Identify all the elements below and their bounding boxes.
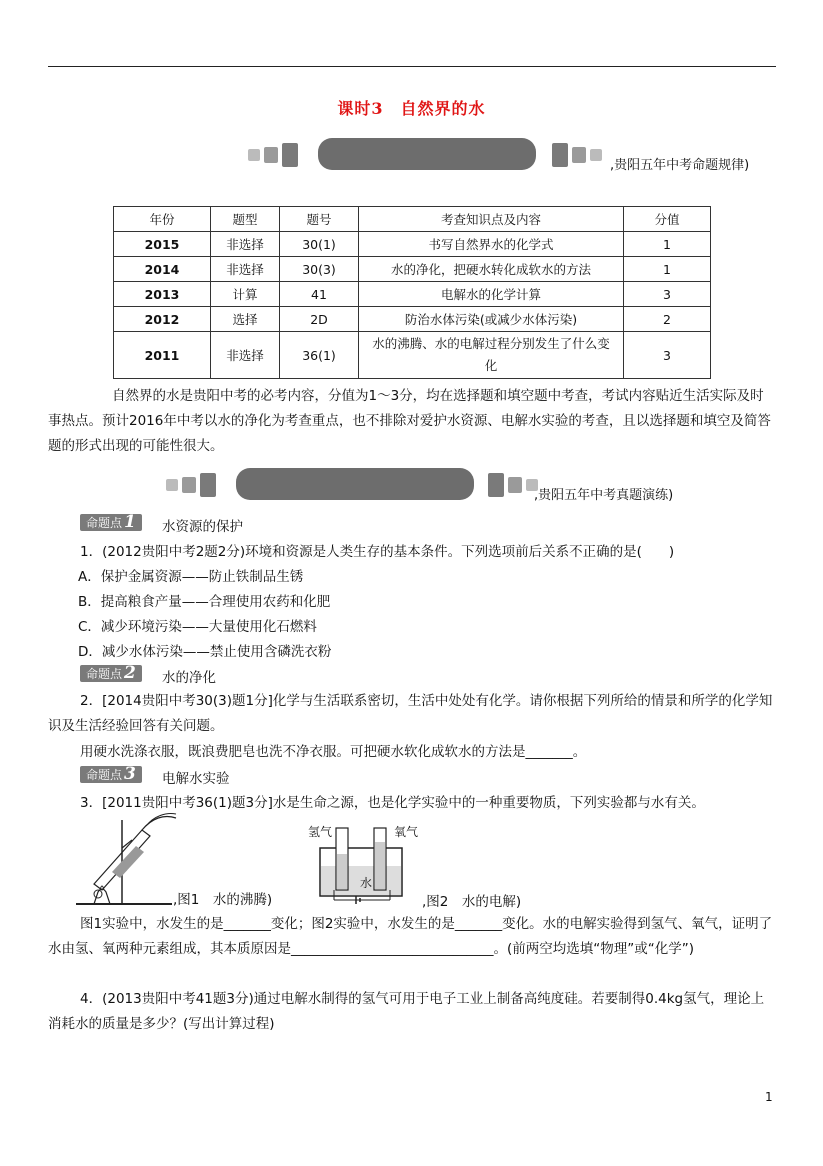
banner-caption: ,贵阳五年中考命题规律)	[610, 158, 750, 173]
table-header: 年份	[114, 207, 211, 232]
table-cell: 41	[280, 282, 359, 307]
question-2-stem: 2．[2014贵阳中考30(3)题1分]化学与生活联系密切，生活中处处有化学。请你根据下列所给的情景和所学的化学知识及生活经验回答有关问题。	[48, 693, 773, 734]
table-cell: 计算	[211, 282, 280, 307]
topic-badge-label: 命题点	[86, 516, 123, 530]
figure-2-caption: ,图2 水的电解)	[422, 894, 522, 910]
topic-badge	[80, 514, 142, 531]
section-banner-rules	[248, 138, 788, 172]
table-cell: 防治水体污染(或减少水体污染)	[359, 307, 624, 332]
topic-badge-label: 命题点	[86, 768, 123, 782]
question-3-stem: 3．[2011贵阳中考36(1)题3分]水是生命之源，也是化学实验中的一种重要物质，下列实验都与水有关。	[80, 795, 705, 811]
intro-paragraph: 自然界的水是贵阳中考的必考内容，分值为1～3分，均在选择题和填空题中考查，考试内容贴近生活实际及时事热点。预计2016年中考以水的净化为考查重点，也不排除对爱护水资源、电解水实验的考查，且以选择题和填空及简答题的形式出现的可能性很大。	[48, 388, 771, 454]
banner-square	[282, 143, 298, 167]
table-cell: 2011	[114, 332, 211, 379]
page-number: 1	[765, 1090, 773, 1104]
table-cell: 电解水的化学计算	[359, 282, 624, 307]
table-cell: 1	[624, 257, 711, 282]
boiling-apparatus-figure	[72, 808, 182, 908]
table-row	[114, 282, 711, 307]
table-cell: 2013	[114, 282, 211, 307]
table-cell: 36(1)	[280, 332, 359, 379]
question-4-text: 4．(2013贵阳中考41题3分)通过电解水制得的氢气可用于电子工业上制备高纯度硅。若要制得0.4kg氢气，理论上消耗水的质量是多少？(写出计算过程)	[48, 991, 765, 1032]
banner-caption: ,贵阳五年中考真题演练)	[534, 488, 674, 503]
lesson-title: 课时3 自然界的水	[337, 99, 486, 118]
table-cell: 水的净化，把硬水转化成软水的方法	[359, 257, 624, 282]
table-cell: 非选择	[211, 232, 280, 257]
oxygen-label: 氧气	[394, 825, 419, 839]
q1-option: D．减少水体污染——禁止使用含磷洗衣粉	[78, 644, 332, 660]
table-cell: 水的沸腾、水的电解过程分别发生了什么变化	[359, 332, 624, 379]
topic-title: 水的净化	[162, 670, 216, 686]
topic-title: 电解水实验	[162, 771, 230, 787]
question-2-text: 用硬水洗涤衣服，既浪费肥皂也洗不净衣服。可把硬水软化成软水的方法是_______。	[80, 744, 587, 760]
topic-number: 3	[124, 764, 136, 784]
table-row	[114, 232, 711, 257]
table-cell: 2015	[114, 232, 211, 257]
topic-number: 2	[124, 663, 136, 683]
topic-title: 水资源的保护	[162, 519, 243, 535]
banner-pill	[236, 468, 474, 500]
table-cell: 2012	[114, 307, 211, 332]
banner-square	[264, 147, 278, 163]
table-cell: 30(3)	[280, 257, 359, 282]
topic-badge	[80, 665, 142, 682]
table-header: 题型	[211, 207, 280, 232]
table-cell: 2	[624, 307, 711, 332]
table-cell: 30(1)	[280, 232, 359, 257]
table-cell: 2014	[114, 257, 211, 282]
section-banner-practice	[166, 468, 726, 502]
table-cell: 非选择	[211, 332, 280, 379]
hydrogen-label: 氢气	[308, 825, 333, 839]
table-header-row	[114, 207, 711, 232]
table-cell: 1	[624, 232, 711, 257]
table-cell: 书写自然界水的化学式	[359, 232, 624, 257]
banner-square	[508, 477, 522, 493]
banner-square	[166, 479, 178, 491]
exam-table	[113, 206, 711, 379]
topic-number: 1	[124, 512, 136, 532]
table-header: 分值	[624, 207, 711, 232]
q1-option: C．减少环境污染——大量使用化石燃料	[78, 619, 317, 635]
banner-square	[200, 473, 216, 497]
banner-square	[182, 477, 196, 493]
banner-square	[572, 147, 586, 163]
table-row	[114, 332, 711, 379]
table-cell: 3	[624, 282, 711, 307]
table-row	[114, 307, 711, 332]
banner-square	[552, 143, 568, 167]
topic-badge-label: 命题点	[86, 667, 123, 681]
q1-option: B．提高粮食产量——合理使用农药和化肥	[78, 594, 331, 610]
table-cell: 3	[624, 332, 711, 379]
banner-pill	[318, 138, 536, 170]
table-header: 题号	[280, 207, 359, 232]
figure-1-caption: ,图1 水的沸腾)	[173, 892, 273, 908]
banner-square	[488, 473, 504, 497]
banner-square	[248, 149, 260, 161]
table-row	[114, 257, 711, 282]
water-label: 水	[360, 876, 373, 890]
question-1-stem: 1．(2012贵阳中考2题2分)环境和资源是人类生存的基本条件。下列选项前后关系不正确的是( )	[80, 544, 675, 560]
topic-badge	[80, 766, 142, 783]
table-cell: 2D	[280, 307, 359, 332]
table-cell: 非选择	[211, 257, 280, 282]
q1-option: A．保护金属资源——防止铁制品生锈	[78, 569, 304, 585]
question-3-text: 图1实验中，水发生的是_______变化；图2实验中，水发生的是_______变化。水的电解实验得到氢气、氧气，证明了水由氢、氧两种元素组成，其本质原因是______________________________。(前两空均选填“物理”或“化学”)	[48, 916, 773, 957]
header-rule	[48, 66, 776, 67]
banner-square	[590, 149, 602, 161]
table-cell: 选择	[211, 307, 280, 332]
table-header: 考查知识点及内容	[359, 207, 624, 232]
